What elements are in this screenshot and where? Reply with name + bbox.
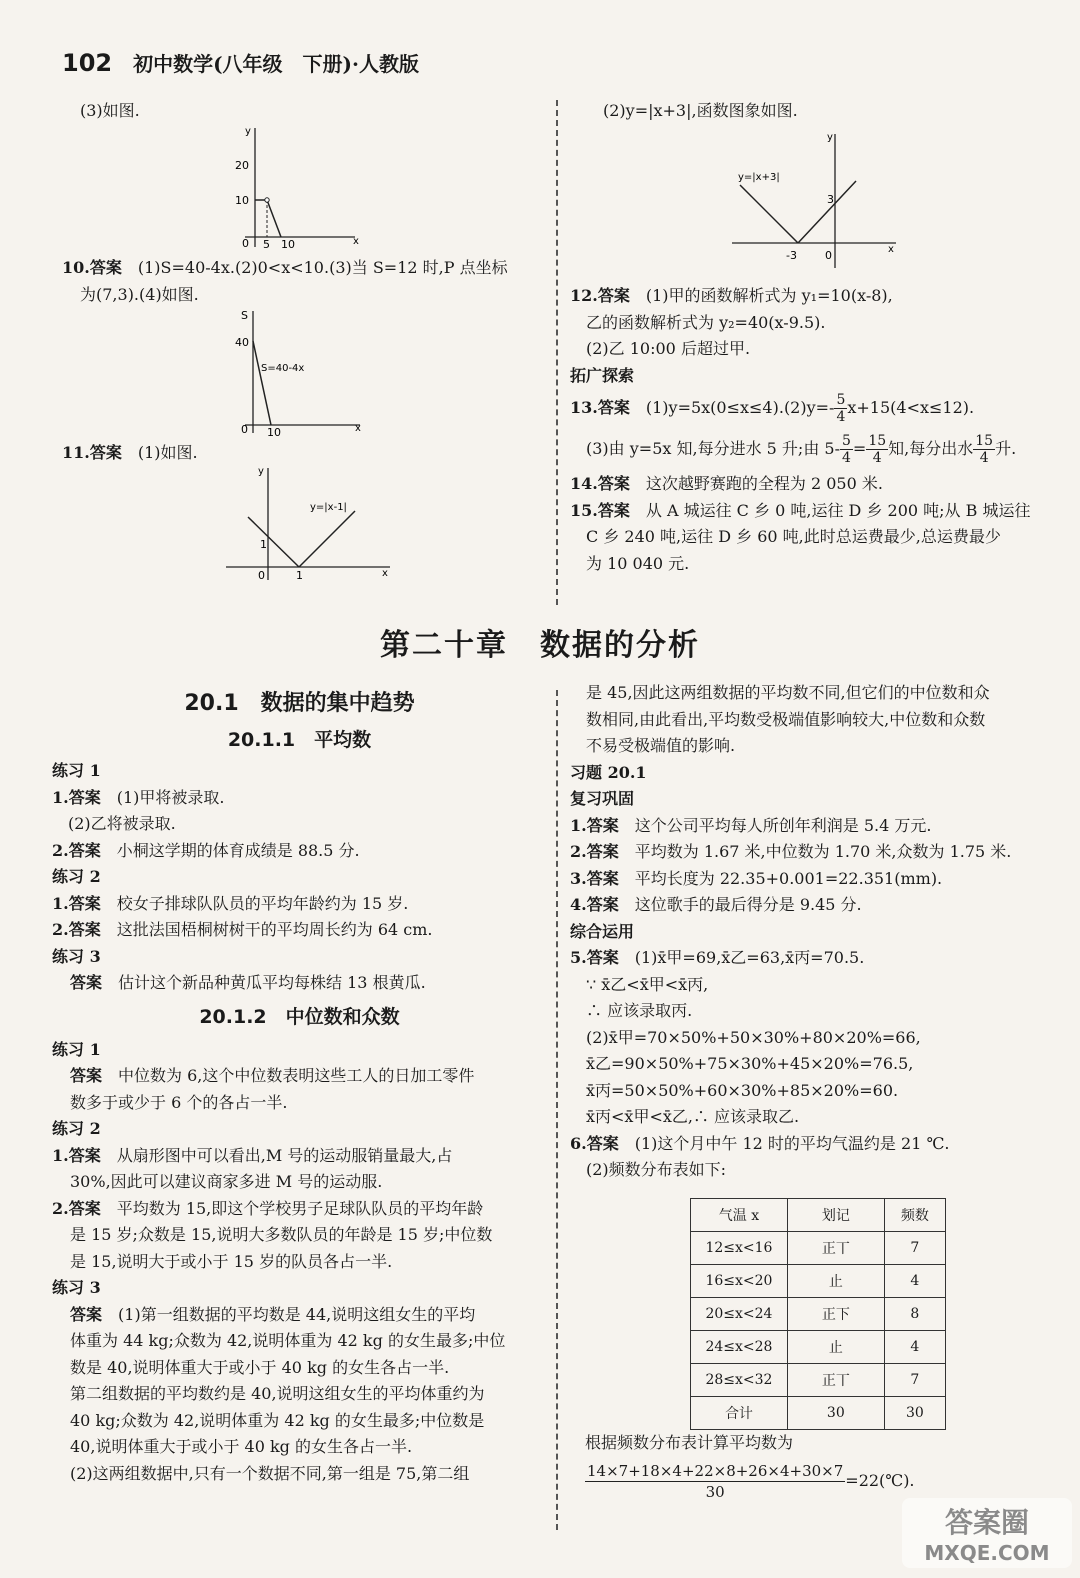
q13-line2b: =: [852, 439, 867, 458]
answer-text: 平均数为 1.67 米,中位数为 1.70 米,众数为 1.75 米.: [634, 842, 1012, 861]
frac-num: 5: [836, 392, 846, 408]
answer-label: 1.答案: [570, 815, 619, 835]
extension-heading: 拓广探索: [570, 365, 635, 385]
subsection-title-1: 20.1.1 平均数: [227, 729, 372, 751]
answer-label: 1.答案: [52, 787, 101, 807]
section-title: 20.1 数据的集中趋势: [184, 691, 415, 716]
table-cell: 20≤x<24: [691, 1298, 788, 1331]
frac-den: 4: [842, 450, 851, 466]
answer-text: 是 15,说明大于或小于 15 岁的队员各占一半.: [70, 1251, 393, 1271]
table-row: [691, 1232, 946, 1265]
q15-line1: 从 A 城运往 C 乡 0 吨,运往 D 乡 200 吨;从 B 城运往: [645, 500, 1031, 520]
exercise-heading: 习题 20.1: [570, 762, 647, 782]
graph-piecewise-1: [225, 122, 365, 252]
answer-text: (1)这个月中午 12 时的平均气温约是 21 ℃.: [634, 1133, 950, 1153]
table-cell: 止: [787, 1265, 884, 1298]
q13-line1b: x+15(4<x≤12).: [847, 398, 975, 417]
answer-text: (2)乙将被录取.: [68, 814, 176, 833]
tick-20: 20: [235, 159, 249, 172]
answer-label: 1.答案: [52, 893, 101, 913]
answer-label: 4.答案: [570, 895, 619, 914]
y-label: y: [245, 126, 251, 137]
answer-text: 从扇形图中可以看出,M 号的运动服销量最大,占: [116, 1145, 453, 1165]
q14-text: 这次越野赛跑的全程为 2 050 米.: [645, 474, 883, 493]
frac-num: 15: [868, 433, 887, 449]
practice-heading: 练习 3: [52, 1278, 101, 1297]
frac-den: 4: [979, 450, 989, 466]
table-header-cell: 频数: [884, 1199, 945, 1232]
answer-label: 6.答案: [570, 1133, 619, 1153]
fraction: [973, 433, 995, 466]
q12-line1: (1)甲的函数解析式为 y₁=10(x-8),: [645, 286, 893, 305]
graph-line: [253, 341, 271, 425]
q10-label: 10.答案: [62, 258, 122, 277]
tick-x10: 10: [267, 426, 281, 439]
calc-result: =22(℃).: [845, 1470, 915, 1490]
frac-den: 4: [836, 409, 846, 425]
answer-label: 2.答案: [52, 920, 101, 939]
answer-text: 数是 40,说明体重大于或小于 40 kg 的女生各占一半.: [70, 1357, 450, 1377]
tick-40: 40: [235, 336, 249, 349]
tick-1: 1: [260, 538, 267, 551]
practice-heading: 练习 2: [52, 867, 101, 886]
calc-block: [585, 1430, 985, 1502]
origin: 0: [241, 423, 248, 436]
graph-line-drop: [267, 200, 281, 237]
x-label: x: [355, 423, 361, 434]
apply-heading: 综合运用: [570, 921, 635, 941]
graph-abs-x-plus-3: [728, 128, 903, 273]
table-cell: 28≤x<32: [691, 1364, 788, 1397]
answer-text: 估计这个新品种黄瓜平均每株结 13 根黄瓜.: [118, 973, 426, 992]
tick-x5: 5: [263, 238, 270, 251]
q10-block: [62, 255, 552, 308]
review-heading: 复习巩固: [570, 789, 635, 808]
practice-heading: 练习 1: [52, 1039, 101, 1059]
answer-text: (2)频数分布表如下:: [586, 1160, 727, 1179]
func-label: y=|x-1|: [310, 502, 347, 513]
q13-line2a: (3)由 y=5x 知,每分进水 5 升;由 5-: [586, 439, 840, 458]
answer-label: 2.答案: [52, 1198, 101, 1218]
graph-s-linear: [225, 305, 375, 440]
q13-line1a: (1)y=5x(0≤x≤4).(2)y=-: [645, 398, 835, 417]
answer-text: 40,说明体重大于或小于 40 kg 的女生各占一半.: [70, 1437, 413, 1456]
answer-text: 校女子排球队队员的平均年龄约为 15 岁.: [116, 893, 409, 913]
continued-text: 不易受极端值的影响.: [586, 736, 736, 755]
table-row: [691, 1298, 946, 1331]
answer-text: 第二组数据的平均数约是 40,说明这组女生的平均体重约为: [70, 1384, 485, 1403]
y-label: y: [258, 466, 264, 477]
table-row: [691, 1331, 946, 1364]
answer-text: 30%,因此可以建议商家多进 M 号的运动服.: [70, 1172, 383, 1191]
answer-text: 40 kg;众数为 42,说明体重为 42 kg 的女生最多;中位数是: [70, 1410, 485, 1430]
q12-label: 12.答案: [570, 286, 630, 305]
continued-text: 是 45,因此这两组数据的平均数不同,但它们的中位数和众: [586, 683, 990, 702]
table-cell: 8: [884, 1298, 945, 1331]
table-row: [691, 1364, 946, 1397]
answer-label: 2.答案: [570, 842, 619, 861]
page-header: [62, 48, 419, 77]
answer-label: 2.答案: [52, 840, 101, 860]
table-cell: 12≤x<16: [691, 1232, 788, 1265]
answer-text: 平均数为 15,即这个学校男子足球队队员的平均年龄: [116, 1198, 484, 1218]
answer-label: 3.答案: [570, 868, 619, 888]
table-header-cell: 划记: [787, 1199, 884, 1232]
table-cell: 16≤x<20: [691, 1265, 788, 1298]
column-divider: [556, 100, 558, 605]
page-number: 102: [62, 49, 113, 77]
tick-x10: 10: [281, 238, 295, 251]
watermark-text: 答案圈: [944, 1506, 1030, 1539]
table-cell: 24≤x<28: [691, 1331, 788, 1364]
tick-xm3: -3: [786, 249, 797, 262]
q9-part3: (3)如图.: [80, 101, 140, 120]
right-top-answers: [570, 283, 1065, 577]
q10-line1: (1)S=40-4x.(2)0<x<10.(3)当 S=12 时,P 点坐标: [137, 258, 508, 277]
q12-line2: 乙的函数解析式为 y₂=40(x-9.5).: [586, 312, 826, 332]
table-cell: 正下: [787, 1298, 884, 1331]
frequency-table: [690, 1198, 946, 1430]
graph-line-right: [299, 511, 355, 567]
table-body: [691, 1199, 946, 1430]
answer-text: 这位歌手的最后得分是 9.45 分.: [634, 895, 862, 914]
answer-text: 小桐这学期的体育成绩是 88.5 分.: [116, 840, 360, 860]
answer-text: ∴ 应该录取丙.: [586, 1001, 693, 1020]
q15-line3: 为 10 040 元.: [586, 553, 690, 573]
practice-heading: 练习 2: [52, 1119, 101, 1138]
answer-label: 5.答案: [570, 948, 619, 967]
answer-text: (1)甲将被录取.: [116, 787, 225, 807]
q11-part2: (2)y=|x+3|,函数图象如图.: [603, 101, 798, 120]
answer-text: ∵ x̄乙<x̄甲<x̄丙,: [586, 974, 709, 994]
calc-fraction: [585, 1461, 845, 1502]
graph-abs-x-minus-1: [222, 462, 397, 587]
x-label: x: [888, 244, 894, 255]
answer-label: 答案: [70, 1066, 103, 1085]
answer-label: 答案: [70, 973, 103, 992]
origin: 0: [258, 569, 265, 582]
answer-text: 这个公司平均每人所创年利润是 5.4 万元.: [634, 815, 932, 835]
table-cell: 30: [787, 1397, 884, 1430]
graph-line-left: [740, 185, 798, 243]
table-cell: 7: [884, 1232, 945, 1265]
practice-heading: 练习 3: [52, 946, 101, 966]
answer-text: 是 15 岁;众数是 15,说明大多数队员的年龄是 15 岁;中位数: [70, 1225, 493, 1244]
answer-text: 这批法国梧桐树树干的平均周长约为 64 cm.: [116, 920, 433, 939]
left-bottom-column: [52, 686, 547, 1487]
q12-line3: (2)乙 10:00 后超过甲.: [586, 339, 751, 358]
func-label: y=|x+3|: [738, 172, 780, 183]
q15-line2: C 乡 240 吨,运往 D 乡 60 吨,此时总运费最少,总运费最少: [586, 527, 1001, 546]
answer-text: 体重为 44 kg;众数为 42,说明体重为 42 kg 的女生最多;中位: [70, 1331, 506, 1350]
continued-text: 数相同,由此看出,平均数受极端值影响较大,中位数和众数: [586, 709, 986, 729]
chapter-title: 第二十章 数据的分析: [380, 628, 700, 663]
table-cell: 合计: [691, 1397, 788, 1430]
answer-text: (2)x̄甲=70×50%+50×30%+80×20%=66,: [586, 1027, 921, 1047]
q13-line2d: 升.: [995, 439, 1017, 458]
s-label: S: [241, 309, 248, 322]
table-header-cell: 气温 x: [691, 1199, 788, 1232]
q15-label: 15.答案: [570, 500, 630, 520]
q11-label: 11.答案: [62, 443, 122, 462]
answer-text: (1)x̄甲=69,x̄乙=63,x̄丙=70.5.: [634, 948, 865, 967]
left-top-column: [62, 98, 542, 125]
right-bottom-column: [570, 680, 1065, 1184]
x-label: x: [382, 568, 388, 579]
frac-den: 4: [872, 450, 882, 466]
q14-label: 14.答案: [570, 474, 630, 493]
table-cell: 4: [884, 1265, 945, 1298]
fraction: [840, 433, 853, 466]
right-top-column: [585, 98, 1065, 125]
column-divider-bottom: [556, 690, 558, 1530]
calc-denominator: 30: [705, 1482, 725, 1501]
answer-text: 平均长度为 22.35+0.001=22.351(mm).: [634, 868, 943, 888]
answer-text: 数多于或少于 6 个的各占一半.: [70, 1092, 288, 1112]
practice-heading: 练习 1: [52, 761, 101, 780]
calc-numerator: 14×7+18×4+22×8+26×4+30×7: [587, 1461, 844, 1480]
table-row: [691, 1397, 946, 1430]
calc-intro: 根据频数分布表计算平均数为: [585, 1433, 794, 1452]
book-title: 初中数学(八年级 下册)·人教版: [133, 52, 419, 76]
answer-text: (1)第一组数据的平均数是 44,说明这组女生的平均: [118, 1304, 476, 1324]
origin: 0: [242, 237, 249, 250]
answer-text: x̄乙=90×50%+75×30%+45×20%=76.5,: [586, 1054, 914, 1073]
frac-num: 15: [975, 433, 994, 449]
q11-text: (1)如图.: [137, 443, 198, 462]
answer-text: x̄丙=50×50%+60×30%+85×20%=60.: [586, 1080, 899, 1100]
q13-line2c: 知,每分出水: [888, 439, 974, 458]
answer-text: 中位数为 6,这个中位数表明这些工人的日加工零件: [118, 1066, 475, 1085]
answer-text: x̄丙<x̄甲<x̄乙,∴ 应该录取乙.: [586, 1107, 800, 1126]
open-point: [265, 198, 269, 202]
fraction: [866, 433, 888, 466]
tick-3: 3: [827, 193, 834, 206]
q13-label: 13.答案: [570, 398, 630, 417]
subsection-title-2: 20.1.2 中位数和众数: [199, 1005, 400, 1028]
x-label: x: [353, 236, 359, 247]
table-cell: 4: [884, 1331, 945, 1364]
table-cell: 30: [884, 1397, 945, 1430]
watermark-logo: [902, 1498, 1072, 1568]
frac-num: 5: [842, 433, 851, 449]
origin: 0: [825, 249, 832, 262]
tick-x1: 1: [296, 569, 303, 582]
table-header-row: [691, 1199, 946, 1232]
table-cell: 止: [787, 1331, 884, 1364]
fraction: [834, 392, 847, 425]
table-cell: 正丅: [787, 1232, 884, 1265]
q10-line2: 为(7,3).(4)如图.: [80, 284, 199, 304]
answer-label: 1.答案: [52, 1145, 101, 1165]
tick-10: 10: [235, 194, 249, 207]
answer-label: 答案: [70, 1304, 103, 1324]
graph-line-right: [798, 181, 856, 243]
table-cell: 7: [884, 1364, 945, 1397]
y-label: y: [827, 132, 833, 143]
table-row: [691, 1265, 946, 1298]
table-cell: 正丅: [787, 1364, 884, 1397]
func-label: S=40-4x: [261, 363, 305, 374]
answer-text: (2)这两组数据中,只有一个数据不同,第一组是 75,第二组: [70, 1463, 470, 1483]
graph-line-left: [248, 517, 299, 567]
watermark-url: MXQE.COM: [924, 1541, 1050, 1565]
